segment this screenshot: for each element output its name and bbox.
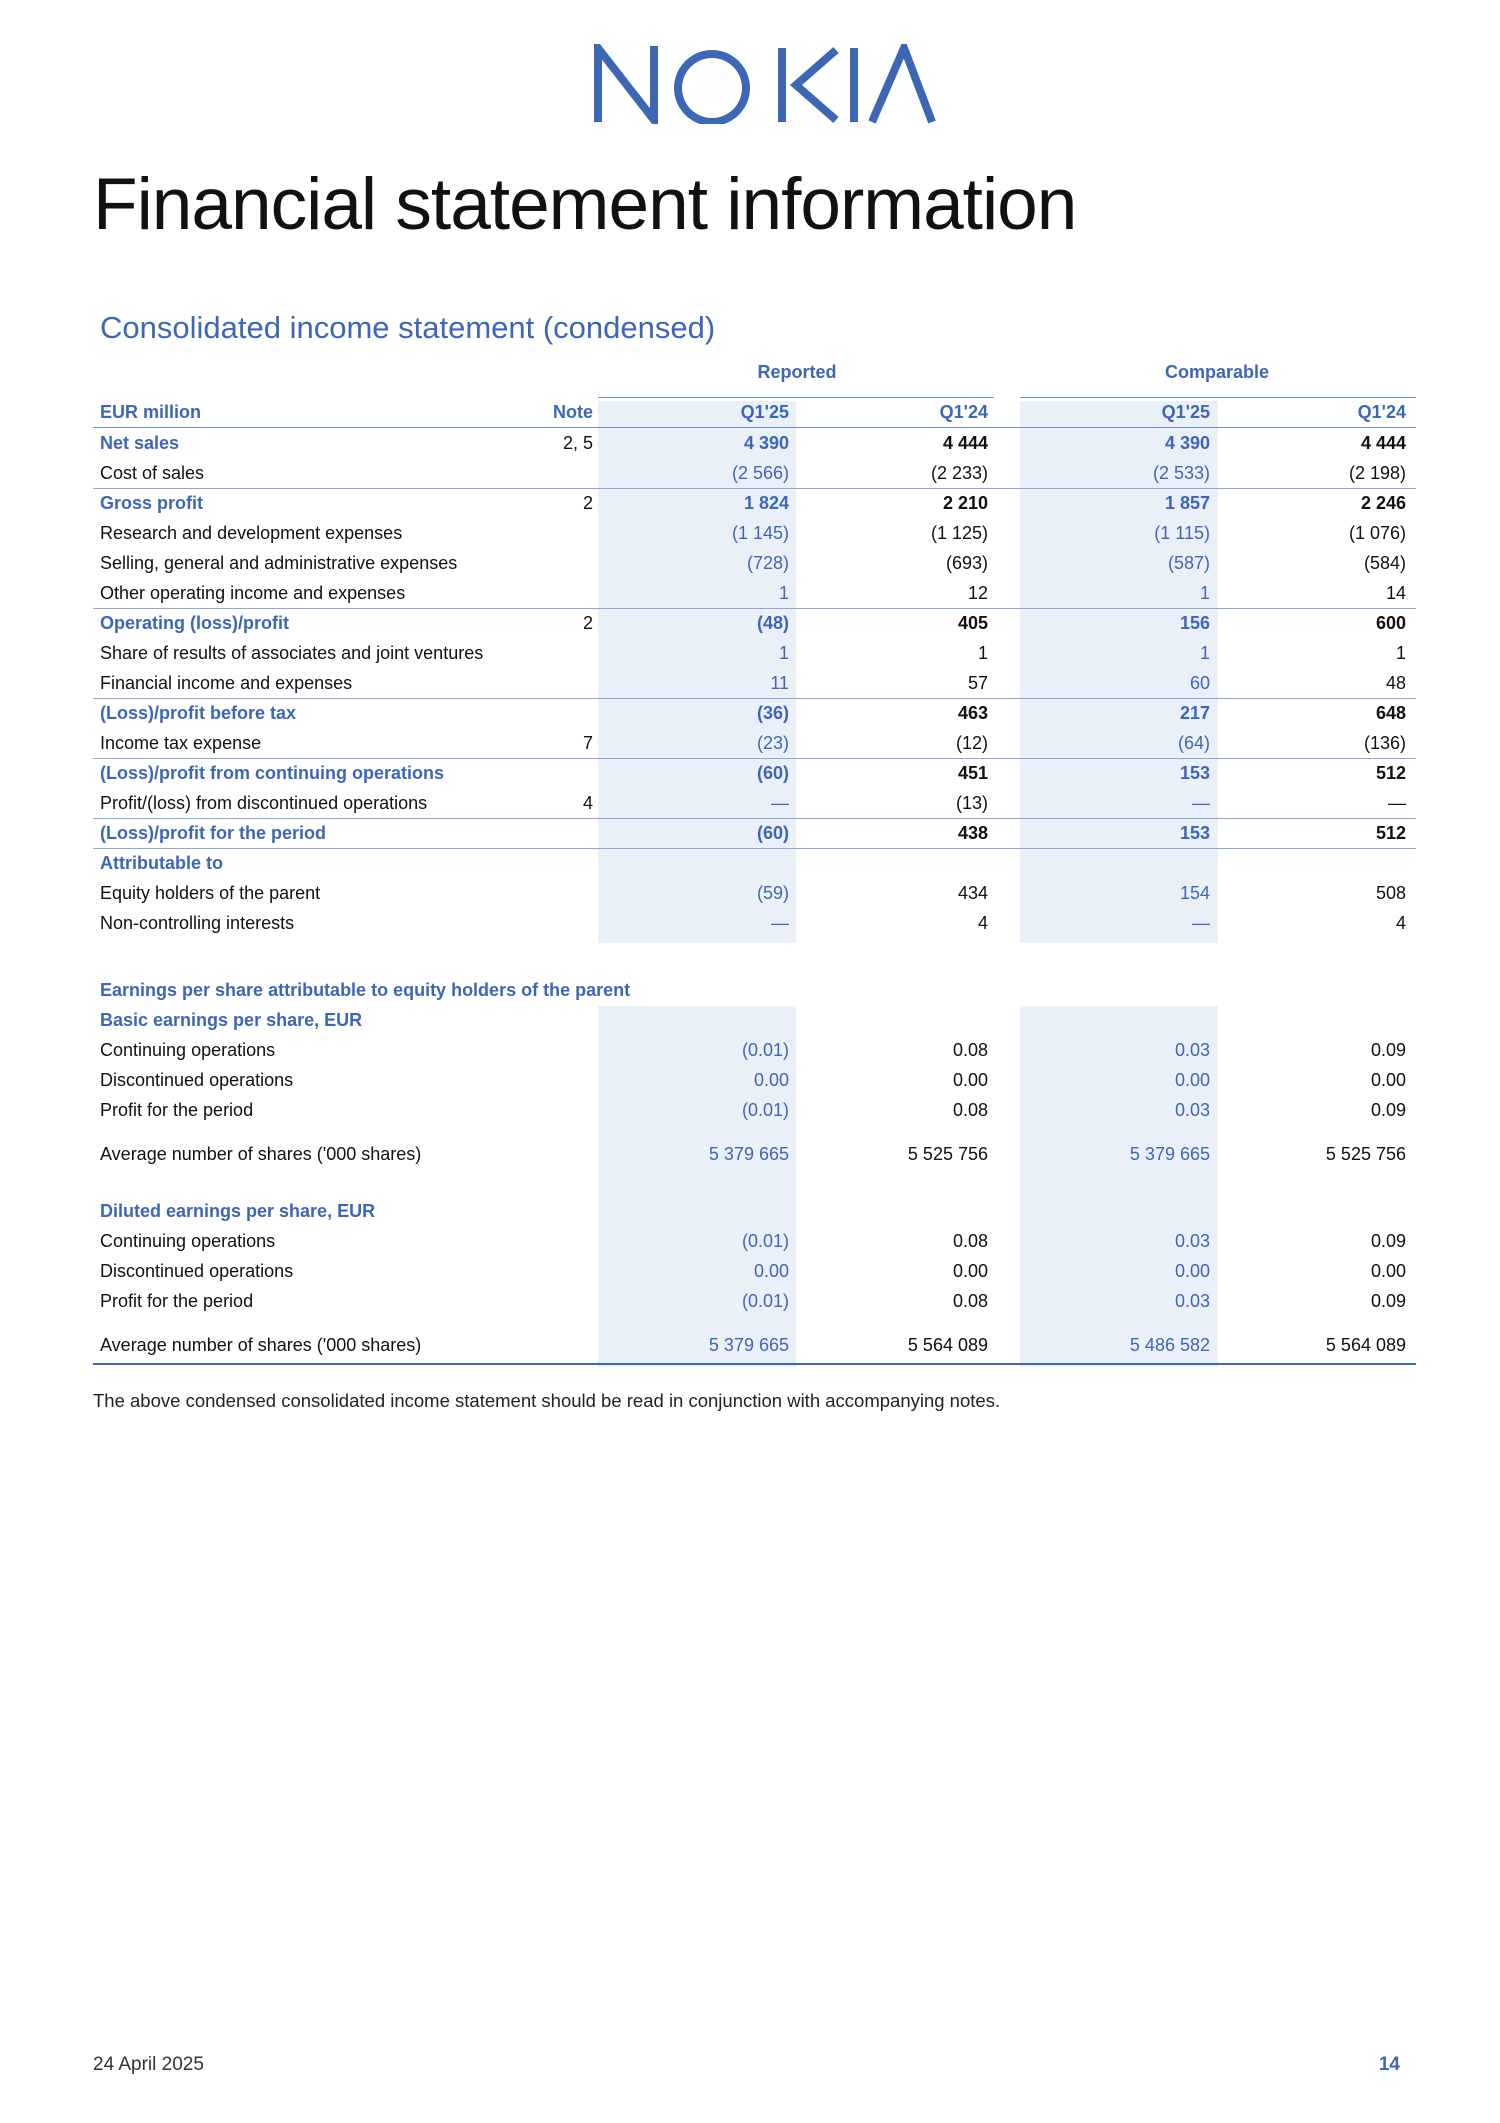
table-row (0, 699, 1500, 727)
row-rep-q124: 405 (957, 613, 988, 633)
row-rep-q125: 1 (778, 583, 789, 603)
row-comp-q124: 4 444 (1360, 433, 1406, 453)
table-row (0, 1140, 1500, 1168)
row-comp-q125: (64) (1177, 733, 1210, 753)
header-note: Note (553, 402, 593, 422)
row-label: (Loss)/profit for the period (100, 823, 326, 843)
row-label: Profit for the period (100, 1100, 254, 1120)
table-row (0, 609, 1500, 637)
table-row (0, 459, 1500, 487)
row-comp-q124: 0.09 (1370, 1231, 1406, 1251)
table-header (0, 398, 1500, 426)
row-rep-q124: (1 125) (930, 523, 988, 543)
row-note (520, 819, 593, 847)
row-note (520, 459, 593, 487)
row-rep-q125: 5 379 665 (708, 1144, 789, 1164)
row-comp-q125: 156 (1179, 613, 1210, 633)
table-bottom-rule (93, 1363, 1416, 1365)
row-rep-q125: (0.01) (741, 1231, 789, 1251)
row-comp-q124: 4 (1395, 913, 1406, 933)
table-row (0, 1036, 1500, 1064)
row-note (520, 519, 593, 547)
row-rep-q124: (12) (955, 733, 988, 753)
row-rep-q124: 4 (977, 913, 988, 933)
table-row (0, 1096, 1500, 1124)
row-rep-q124: (2 233) (930, 463, 988, 483)
row-rep-q124: 0.08 (952, 1100, 988, 1120)
row-comp-q124: 512 (1375, 823, 1406, 843)
row-label: Discontinued operations (100, 1261, 294, 1281)
row-note: 4 (582, 793, 593, 813)
row-label: Continuing operations (100, 1040, 276, 1060)
row-rep-q124: 5 564 089 (907, 1335, 988, 1355)
row-rep-q125: 1 824 (743, 493, 789, 513)
row-note: 2 (582, 613, 593, 633)
row-rep-q125: (0.01) (741, 1291, 789, 1311)
eps-basic-heading: Basic earnings per share, EUR (100, 1010, 363, 1030)
table-row (0, 639, 1500, 667)
row-comp-q125: 0.00 (1174, 1261, 1210, 1281)
row-label: Continuing operations (100, 1231, 276, 1251)
row-note (520, 639, 593, 667)
row-note (520, 579, 593, 607)
row-rep-q125: 0.00 (753, 1261, 789, 1281)
row-comp-q125: (2 533) (1152, 463, 1210, 483)
row-comp-q125: 5 379 665 (1129, 1144, 1210, 1164)
table-row (0, 1331, 1500, 1359)
row-rep-q124: 463 (957, 703, 988, 723)
row-rep-q124: 1 (977, 643, 988, 663)
table-row (0, 909, 1500, 937)
row-label: (Loss)/profit from continuing operations (100, 763, 444, 783)
row-comp-q125: 60 (1189, 673, 1210, 693)
row-comp-q125: 1 (1199, 583, 1210, 603)
row-comp-q124: (136) (1363, 733, 1406, 753)
row-rep-q125: 0.00 (753, 1070, 789, 1090)
row-comp-q124: 512 (1375, 763, 1406, 783)
header-label: EUR million (100, 402, 202, 422)
row-note (520, 699, 593, 727)
row-comp-q125: 153 (1179, 823, 1210, 843)
row-comp-q125: (1 115) (1154, 523, 1210, 543)
row-comp-q125: 4 390 (1164, 433, 1210, 453)
row-note: 2 (582, 493, 593, 513)
row-label: Equity holders of the parent (100, 883, 321, 903)
header-rule (93, 427, 1416, 428)
row-label: Profit/(loss) from discontinued operations (100, 793, 428, 813)
row-comp-q125: — (1192, 793, 1210, 813)
header-rep-q124: Q1'24 (939, 402, 988, 422)
row-rep-q124: 5 525 756 (907, 1144, 988, 1164)
row-comp-q125: 217 (1179, 703, 1210, 723)
row-label: (Loss)/profit before tax (100, 703, 297, 723)
row-label: Financial income and expenses (100, 673, 353, 693)
row-label: Net sales (100, 433, 180, 453)
table-row (0, 729, 1500, 757)
table-row (0, 549, 1500, 577)
eps-diluted-heading-row (0, 1197, 1500, 1225)
table-row (0, 1227, 1500, 1255)
row-rep-q125: (728) (746, 553, 789, 573)
row-comp-q124: 0.09 (1370, 1291, 1406, 1311)
section-title: Consolidated income statement (condensed) (100, 310, 716, 345)
row-comp-q125: — (1192, 913, 1210, 933)
row-comp-q124: (2 198) (1348, 463, 1406, 483)
page-title: Financial statement information (93, 164, 1077, 245)
row-label: Share of results of associates and joint ventures (100, 643, 484, 663)
header-comp-q125: Q1'25 (1161, 402, 1210, 422)
row-rep-q124: 0.00 (952, 1261, 988, 1281)
row-rep-q125: (0.01) (741, 1040, 789, 1060)
table-row (0, 1287, 1500, 1315)
table-row (0, 759, 1500, 787)
row-comp-q124: 600 (1375, 613, 1406, 633)
row-rep-q124: (13) (955, 793, 988, 813)
row-rep-q125: (60) (756, 763, 789, 783)
row-rep-q125: (48) (756, 613, 789, 633)
table-row (0, 669, 1500, 697)
row-rep-q125: (60) (756, 823, 789, 843)
row-label: Average number of shares ('000 shares) (100, 1335, 422, 1355)
row-rep-q125: — (771, 913, 789, 933)
row-rep-q125: 1 (778, 643, 789, 663)
row-rep-q124: 0.08 (952, 1040, 988, 1060)
row-note: 2, 5 (562, 433, 593, 453)
row-rep-q124: 434 (957, 883, 988, 903)
row-comp-q124: 0.09 (1370, 1040, 1406, 1060)
row-rep-q124: (693) (945, 553, 988, 573)
row-comp-q125: 154 (1179, 883, 1210, 903)
row-comp-q125: 1 857 (1164, 493, 1210, 513)
row-comp-q125: (587) (1167, 553, 1210, 573)
row-comp-q124: 648 (1375, 703, 1406, 723)
row-comp-q124: 48 (1385, 673, 1406, 693)
row-rep-q125: (0.01) (741, 1100, 789, 1120)
row-rep-q124: 57 (967, 673, 988, 693)
page-number: 14 (1378, 2054, 1400, 2075)
row-label: Operating (loss)/profit (100, 613, 289, 633)
row-note (520, 759, 593, 787)
row-comp-q124: (584) (1363, 553, 1406, 573)
row-label: Cost of sales (100, 463, 205, 483)
row-note: 7 (582, 733, 593, 753)
row-label: Non-controlling interests (100, 913, 295, 933)
group-reported: Reported (757, 362, 837, 382)
eps-heading-row (0, 976, 1500, 1004)
row-comp-q124: 14 (1385, 583, 1406, 603)
table-row (0, 579, 1500, 607)
table-row (0, 519, 1500, 547)
row-label: Income tax expense (100, 733, 262, 753)
row-comp-q124: 0.00 (1370, 1070, 1406, 1090)
row-rep-q125: — (771, 793, 789, 813)
row-comp-q125: 0.03 (1174, 1100, 1210, 1120)
row-rep-q124: 0.08 (952, 1231, 988, 1251)
row-comp-q124: 0.09 (1370, 1100, 1406, 1120)
row-rep-q125: (59) (756, 883, 789, 903)
eps-diluted-heading: Diluted earnings per share, EUR (100, 1201, 376, 1221)
row-rep-q125: 11 (770, 673, 789, 693)
row-rep-q124: 0.08 (952, 1291, 988, 1311)
row-rep-q125: (36) (756, 703, 789, 723)
table-row (0, 489, 1500, 517)
row-note (520, 549, 593, 577)
row-comp-q124: 1 (1395, 643, 1406, 663)
table-row (0, 879, 1500, 907)
footnote: The above condensed consolidated income statement should be read in conjunction with accompanying notes. (93, 1390, 1001, 1411)
row-comp-q125: 1 (1199, 643, 1210, 663)
table-row (0, 819, 1500, 847)
row-comp-q124: — (1388, 793, 1406, 813)
row-comp-q125: 5 486 582 (1129, 1335, 1210, 1355)
row-rep-q124: 2 210 (942, 493, 988, 513)
row-note (520, 669, 593, 697)
row-comp-q124: 5 564 089 (1325, 1335, 1406, 1355)
row-comp-q125: 153 (1179, 763, 1210, 783)
row-label: Average number of shares ('000 shares) (100, 1144, 422, 1164)
row-rep-q125: (1 145) (731, 523, 789, 543)
table-row (0, 849, 1500, 877)
footer-date: 24 April 2025 (93, 2054, 204, 2075)
row-rep-q124: 0.00 (952, 1070, 988, 1090)
row-rep-q124: 438 (957, 823, 988, 843)
row-comp-q124: 0.00 (1370, 1261, 1406, 1281)
row-rep-q124: 12 (967, 583, 988, 603)
row-comp-q125: 0.03 (1174, 1231, 1210, 1251)
table-row (0, 1257, 1500, 1285)
group-comparable: Comparable (1164, 362, 1270, 382)
row-rep-q124: 4 444 (942, 433, 988, 453)
row-comp-q125: 0.03 (1174, 1040, 1210, 1060)
eps-basic-heading-row (0, 1006, 1500, 1034)
row-rep-q125: 5 379 665 (708, 1335, 789, 1355)
row-label: Profit for the period (100, 1291, 254, 1311)
row-label: Gross profit (100, 493, 204, 513)
row-comp-q124: 5 525 756 (1325, 1144, 1406, 1164)
row-label: Research and development expenses (100, 523, 403, 543)
row-comp-q124: 508 (1375, 883, 1406, 903)
row-rep-q125: (23) (756, 733, 789, 753)
row-rep-q124: 451 (957, 763, 988, 783)
row-comp-q124: (1 076) (1348, 523, 1406, 543)
header-rep-q125: Q1'25 (740, 402, 789, 422)
table-row (0, 429, 1500, 457)
row-label: Discontinued operations (100, 1070, 294, 1090)
eps-heading: Earnings per share attributable to equity holders of the parent (100, 980, 631, 1000)
row-label: Other operating income and expenses (100, 583, 406, 603)
row-comp-q125: 0.00 (1174, 1070, 1210, 1090)
row-comp-q124: 2 246 (1360, 493, 1406, 513)
row-label: Selling, general and administrative expenses (100, 553, 458, 573)
row-comp-q125: 0.03 (1174, 1291, 1210, 1311)
header-comp-q124: Q1'24 (1357, 402, 1406, 422)
table-row (0, 1066, 1500, 1094)
row-rep-q125: 4 390 (743, 433, 789, 453)
row-rep-q125: (2 566) (731, 463, 789, 483)
table-row (0, 789, 1500, 817)
nokia-logo (592, 44, 936, 124)
row-label: Attributable to (100, 853, 223, 873)
